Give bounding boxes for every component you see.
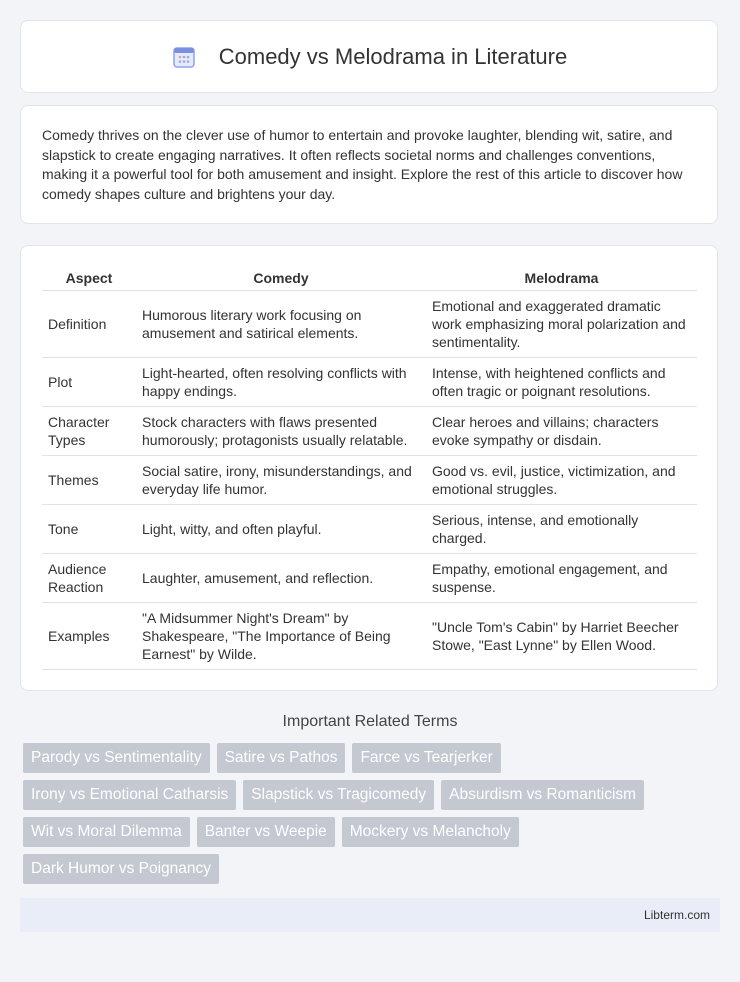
related-term-chip[interactable]: Absurdism vs Romanticism — [441, 780, 644, 810]
row-comedy: Humorous literary work focusing on amusement and satirical elements. — [136, 291, 426, 358]
table-row — [42, 358, 697, 407]
row-aspect: Tone — [42, 505, 136, 554]
related-terms-list — [23, 743, 703, 891]
comparison-table — [42, 264, 697, 670]
header-aspect: Aspect — [42, 264, 136, 291]
table-row — [42, 603, 697, 670]
related-term-chip[interactable]: Dark Humor vs Poignancy — [23, 854, 219, 884]
header-melodrama: Melodrama — [426, 264, 697, 291]
table-row — [42, 291, 697, 358]
header-comedy: Comedy — [136, 264, 426, 291]
row-melodrama: Serious, intense, and emotionally charged. — [426, 505, 697, 554]
table-row — [42, 407, 697, 456]
row-comedy: "A Midsummer Night's Dream" by Shakespeare, "The Importance of Being Earnest" by Wilde. — [136, 603, 426, 670]
row-aspect: Audience Reaction — [42, 554, 136, 603]
row-aspect: Character Types — [42, 407, 136, 456]
table-row — [42, 505, 697, 554]
related-term-chip[interactable]: Satire vs Pathos — [217, 743, 346, 773]
related-term-chip[interactable]: Farce vs Tearjerker — [352, 743, 500, 773]
related-term-chip[interactable]: Irony vs Emotional Catharsis — [23, 780, 236, 810]
row-melodrama: Emotional and exaggerated dramatic work emphasizing moral polarization and sentimentality. — [426, 291, 697, 358]
row-melodrama: Empathy, emotional engagement, and suspense. — [426, 554, 697, 603]
row-melodrama: Clear heroes and villains; characters evoke sympathy or disdain. — [426, 407, 697, 456]
intro-card — [20, 105, 718, 224]
intro-text: Comedy thrives on the clever use of humor to entertain and provoke laughter, blending wit, satire, and slapstick to create engaging narratives. It often reflects societal norms and challenges conventions, making it a powerful tool for both amusement and insight. Explore the rest of this article to discover how comedy shapes culture and brightens your day. — [42, 127, 683, 202]
row-aspect: Plot — [42, 358, 136, 407]
footer-brand-link[interactable]: Libterm.com — [643, 908, 710, 922]
row-melodrama: Good vs. evil, justice, victimization, and emotional struggles. — [426, 456, 697, 505]
comparison-card — [20, 245, 718, 691]
row-comedy: Light-hearted, often resolving conflicts with happy endings. — [136, 358, 426, 407]
page-title: Comedy vs Melodrama in Literature — [218, 43, 568, 69]
table-row — [42, 456, 697, 505]
row-aspect: Definition — [42, 291, 136, 358]
calendar-icon — [171, 44, 197, 70]
related-term-chip[interactable]: Wit vs Moral Dilemma — [23, 817, 190, 847]
related-term-chip[interactable]: Parody vs Sentimentality — [23, 743, 210, 773]
row-comedy: Social satire, irony, misunderstandings, and everyday life humor. — [136, 456, 426, 505]
row-comedy: Light, witty, and often playful. — [136, 505, 426, 554]
table-row — [42, 554, 697, 603]
related-terms-title: Important Related Terms — [282, 713, 458, 730]
row-melodrama: Intense, with heightened conflicts and often tragic or poignant resolutions. — [426, 358, 697, 407]
related-term-chip[interactable]: Banter vs Weepie — [197, 817, 335, 847]
related-term-chip[interactable]: Mockery vs Melancholy — [342, 817, 519, 847]
row-aspect: Examples — [42, 603, 136, 670]
row-comedy: Stock characters with flaws presented humorously; protagonists usually relatable. — [136, 407, 426, 456]
footer — [20, 898, 720, 932]
related-term-chip[interactable]: Slapstick vs Tragicomedy — [243, 780, 434, 810]
row-comedy: Laughter, amusement, and reflection. — [136, 554, 426, 603]
row-aspect: Themes — [42, 456, 136, 505]
header-card — [20, 20, 718, 93]
row-melodrama: "Uncle Tom's Cabin" by Harriet Beecher Stowe, "East Lynne" by Ellen Wood. — [426, 603, 697, 670]
table-header-row — [42, 264, 697, 291]
